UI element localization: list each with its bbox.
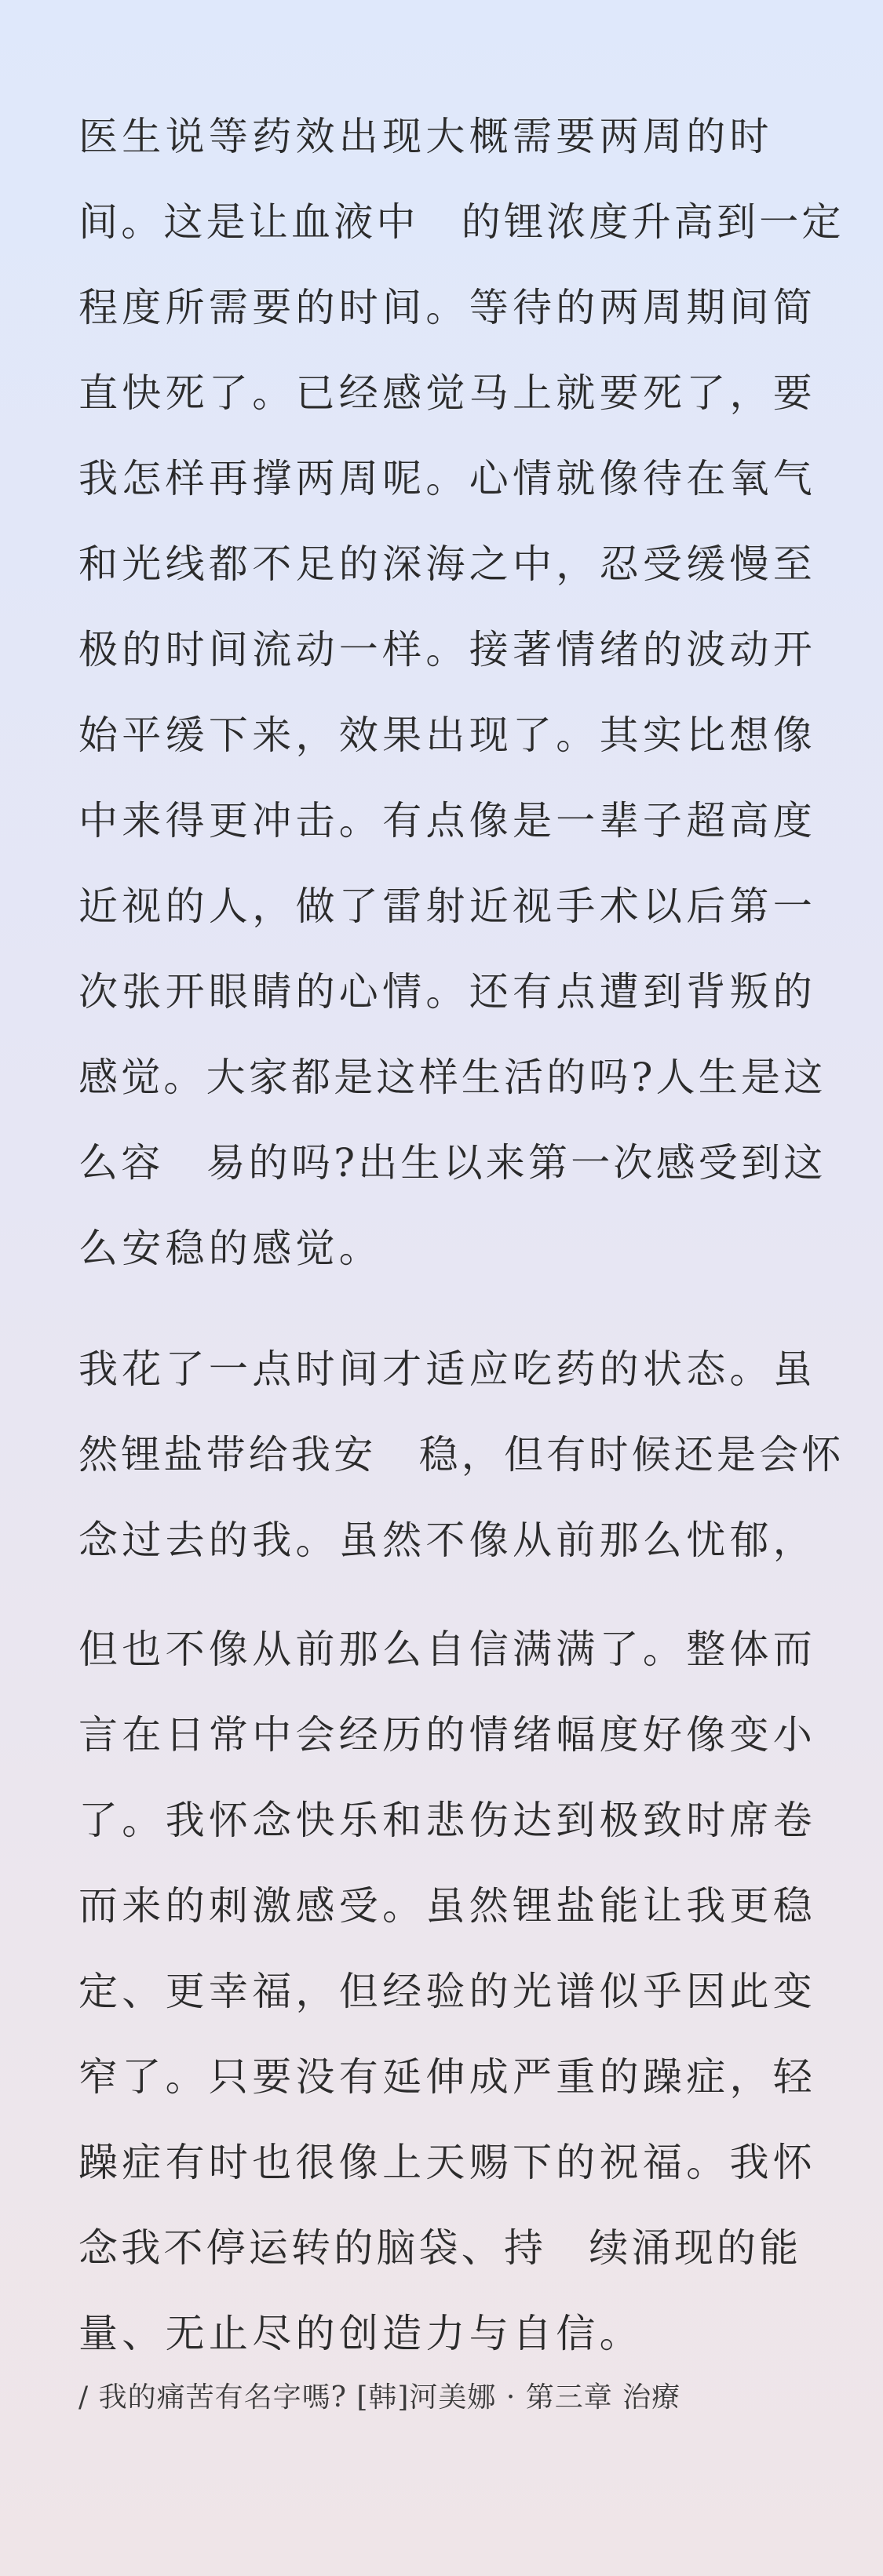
text-line: 躁症有时也很像上天赐下的祝福。我怀 bbox=[78, 2140, 817, 2185]
text-line: 么安稳的感觉。 bbox=[78, 1226, 383, 1271]
text-line: 了。我怀念快乐和悲伤达到极致时席卷 bbox=[78, 1798, 817, 1843]
text-line: 言在日常中会经历的情绪幅度好像变小 bbox=[78, 1712, 817, 1758]
text-line: 始平缓下来，效果出现了。其实比想像 bbox=[78, 712, 817, 758]
text-line: 然锂盐带给我安 稳，但有时候还是会怀 bbox=[78, 1432, 845, 1477]
text-line: 和光线都不足的深海之中，忍受缓慢至 bbox=[78, 541, 817, 587]
text-line: 念我不停运转的脑袋、持 续涌现的能 bbox=[78, 2225, 802, 2271]
text-line: 而来的刺激感受。虽然锂盐能让我更稳 bbox=[78, 1883, 817, 1929]
text-line: 定、更幸福，但经验的光谱似乎因此变 bbox=[78, 1969, 817, 2014]
text-line: 我花了一点时间才适应吃药的状态。虽 bbox=[78, 1346, 817, 1392]
text-line: 医生说等药效出现大概需要两周的时 bbox=[78, 114, 773, 159]
text-line: 程度所需要的时间。等待的两周期间简 bbox=[78, 285, 817, 330]
text-line: 么容 易的吗?出生以来第一次感受到这 bbox=[78, 1140, 826, 1186]
source-citation: / 我的痛苦有名字嗎? [韩]河美娜 · 第三章 治療 bbox=[78, 2381, 681, 2414]
text-line: 我怎样再撑两周呢。心情就像待在氧气 bbox=[78, 456, 817, 501]
text-line: 直快死了。已经感觉马上就要死了，要 bbox=[78, 370, 817, 416]
text-line: 中来得更冲击。有点像是一辈子超高度 bbox=[78, 798, 817, 843]
paragraph-1 bbox=[78, 94, 845, 1292]
text-line: 但也不像从前那么自信满满了。整体而 bbox=[78, 1627, 817, 1672]
text-line: 念过去的我。虽然不像从前那么忧郁， bbox=[78, 1518, 817, 1563]
text-line: 近视的人，做了雷射近视手术以后第一 bbox=[78, 884, 817, 929]
text-line: 极的时间流动一样。接著情绪的波动开 bbox=[78, 627, 817, 672]
text-line: 感觉。大家都是这样生活的吗?人生是这 bbox=[78, 1055, 826, 1100]
paragraph-2 bbox=[78, 1327, 845, 1583]
text-line: 间。这是让血液中 的锂浓度升高到一定 bbox=[78, 199, 845, 245]
text-line: 窄了。只要没有延伸成严重的躁症，轻 bbox=[78, 2054, 817, 2100]
quote-text bbox=[78, 94, 845, 2377]
paragraph-spacer bbox=[78, 1292, 816, 1327]
text-line: 次张开眼睛的心情。还有点遭到背叛的 bbox=[78, 969, 817, 1015]
text-line: 量、无止尽的创造力与自信。 bbox=[78, 2311, 643, 2356]
paragraph-3 bbox=[78, 1607, 816, 2377]
paragraph-spacer bbox=[78, 1583, 816, 1607]
